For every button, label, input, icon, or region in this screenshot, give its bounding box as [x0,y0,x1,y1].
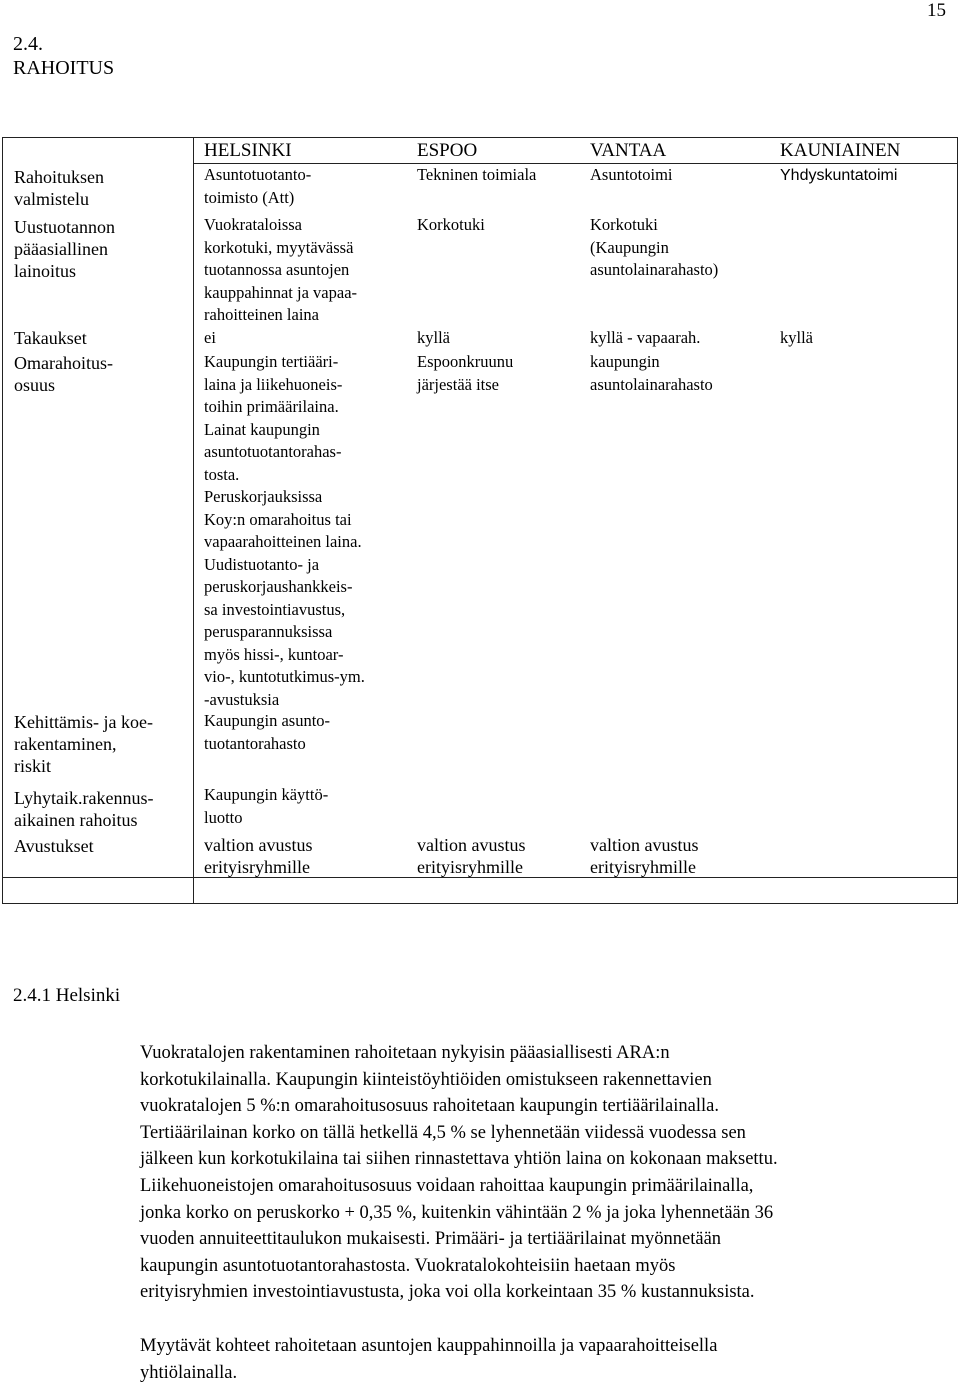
paragraph-line: Liikehuoneistojen omarahoitusosuus voidaan rahoittaa kaupungin primäärilainalla, [140,1175,754,1196]
paragraph-line: yhtiölainalla. [140,1362,238,1383]
paragraph-line: Vuokratalojen rakentaminen rahoitetaan nykyisin pääasiallisesti ARA:n [140,1043,670,1063]
cell-vantaa-avustukset: valtion avustus erityisryhmille [590,835,699,877]
cell-espoo-lainoitus: Korkotuki [417,215,485,234]
paragraph-line: vuokratalojen 5 %:n omarahoitusosuus rahoitetaan kaupungin tertiäärilainalla. [140,1096,719,1117]
row-label-lainoitus: Uustuotannon pääasiallinen lainoitus [14,217,115,281]
column-divider [193,138,194,903]
cell-kauniainen-valmistelu: Yhdyskuntatoimi [780,167,898,184]
row-label-kehittamis: Kehittämis- ja koe- rakentaminen, riskit [14,712,153,776]
cell-vantaa-takaukset: kyllä - vapaarah. [590,328,701,347]
cell-vantaa-omarahoitus: kaupungin asuntolainarahasto [590,352,713,394]
cell-helsinki-omarahoitus: Kaupungin tertiääri- laina ja liikehuoneis- toihin primäärilaina. Lainat kaupungin asuntotuotantorahas- tosta. Peruskorjauksissa Koy:n omarahoitus tai vapaarahoitteinen laina. Uudistuotanto- ja peruskorjaushankkeis- sa investointiavustus, perusparannuksissa myös hissi-, kuntoar- vio-, kuntotutkimus-ym. -avustuksia [204,352,365,709]
row-label-takaukset: Takaukset [14,328,87,348]
row-label-omarahoitus: Omarahoitus- osuus [14,353,113,395]
paragraph-helsinki-rental [140,1040,940,1306]
page-number: 15 [927,0,946,21]
subsection-title: 2.4.1 Helsinki [13,985,121,1006]
cell-helsinki-kehittamis: Kaupungin asunto- tuotantorahasto [204,711,331,753]
cell-espoo-avustukset: valtion avustus erityisryhmille [417,835,526,877]
paragraph-line: erityisryhmien investointiavustusta, joka voi olla korkeintaan 35 % kustannuksista. [140,1282,755,1303]
paragraph-line: kaupungin asuntotuotantorahastosta. Vuokratalokohteisiin haetaan myös [140,1255,676,1276]
row-label-avustukset: Avustukset [14,836,94,856]
cell-helsinki-avustukset: valtion avustus erityisryhmille [204,835,313,877]
header-espoo: ESPOO [417,140,478,161]
cell-helsinki-lainoitus: Vuokrataloissa korkotuki, myytävässä tuotannossa asuntojen kauppahinnat ja vapaa- rahoitteinen laina [204,215,358,324]
header-vantaa: VANTAA [590,140,667,161]
cell-helsinki-lyhytaik: Kaupungin käyttö- luotto [204,785,329,827]
cell-espoo-valmistelu: Tekninen toimiala [417,165,537,184]
paragraph-line: jonka korko on peruskorko + 0,35 %, kuitenkin vähintään 2 % ja joka lyhennetään 36 [140,1202,774,1223]
paragraph-helsinki-owner-occupied [140,1333,940,1386]
paragraph-line: jälkeen kun korkotukilaina tai siihen rinnastettava yhtiön laina on kokonaan maksettu. [140,1149,778,1170]
cell-helsinki-valmistelu: Asuntotuotanto- toimisto (Att) [204,165,312,207]
header-helsinki: HELSINKI [204,140,292,161]
row-label-lyhytaik: Lyhytaik.rakennus- aikainen rahoitus [14,788,154,830]
paragraph-line: Myytävät kohteet rahoitetaan asuntojen kauppahinnoilla ja vapaarahoitteisella [140,1336,718,1356]
cell-vantaa-valmistelu: Asuntotoimi [590,165,673,184]
cell-vantaa-lainoitus: Korkotuki (Kaupungin asuntolainarahasto) [590,215,719,279]
paragraph-line: Tertiäärilainan korko on tällä hetkellä 4,5 % se lyhennetään viidessä vuodessa sen [140,1122,746,1143]
row-label-valmistelu: Rahoituksen valmistelu [14,167,104,209]
section-title: RAHOITUS [13,57,115,79]
header-kauniainen: KAUNIAINEN [780,140,901,161]
paragraph-line: korkotukilainalla. Kaupungin kiinteistöyhtiöiden omistukseen rakennettavien [140,1069,712,1090]
cell-espoo-takaukset: kyllä [417,328,450,347]
section-number: 2.4. [13,33,43,55]
cell-kauniainen-takaukset: kyllä [780,328,813,347]
cell-helsinki-takaukset: ei [204,328,216,347]
paragraph-line: vuoden annuiteettitaulukon mukaisesti. Primääri- ja tertiäärilainat myönnetään [140,1229,722,1250]
financing-table [2,137,958,904]
cell-espoo-omarahoitus: Espoonkruunu järjestää itse [417,352,514,394]
